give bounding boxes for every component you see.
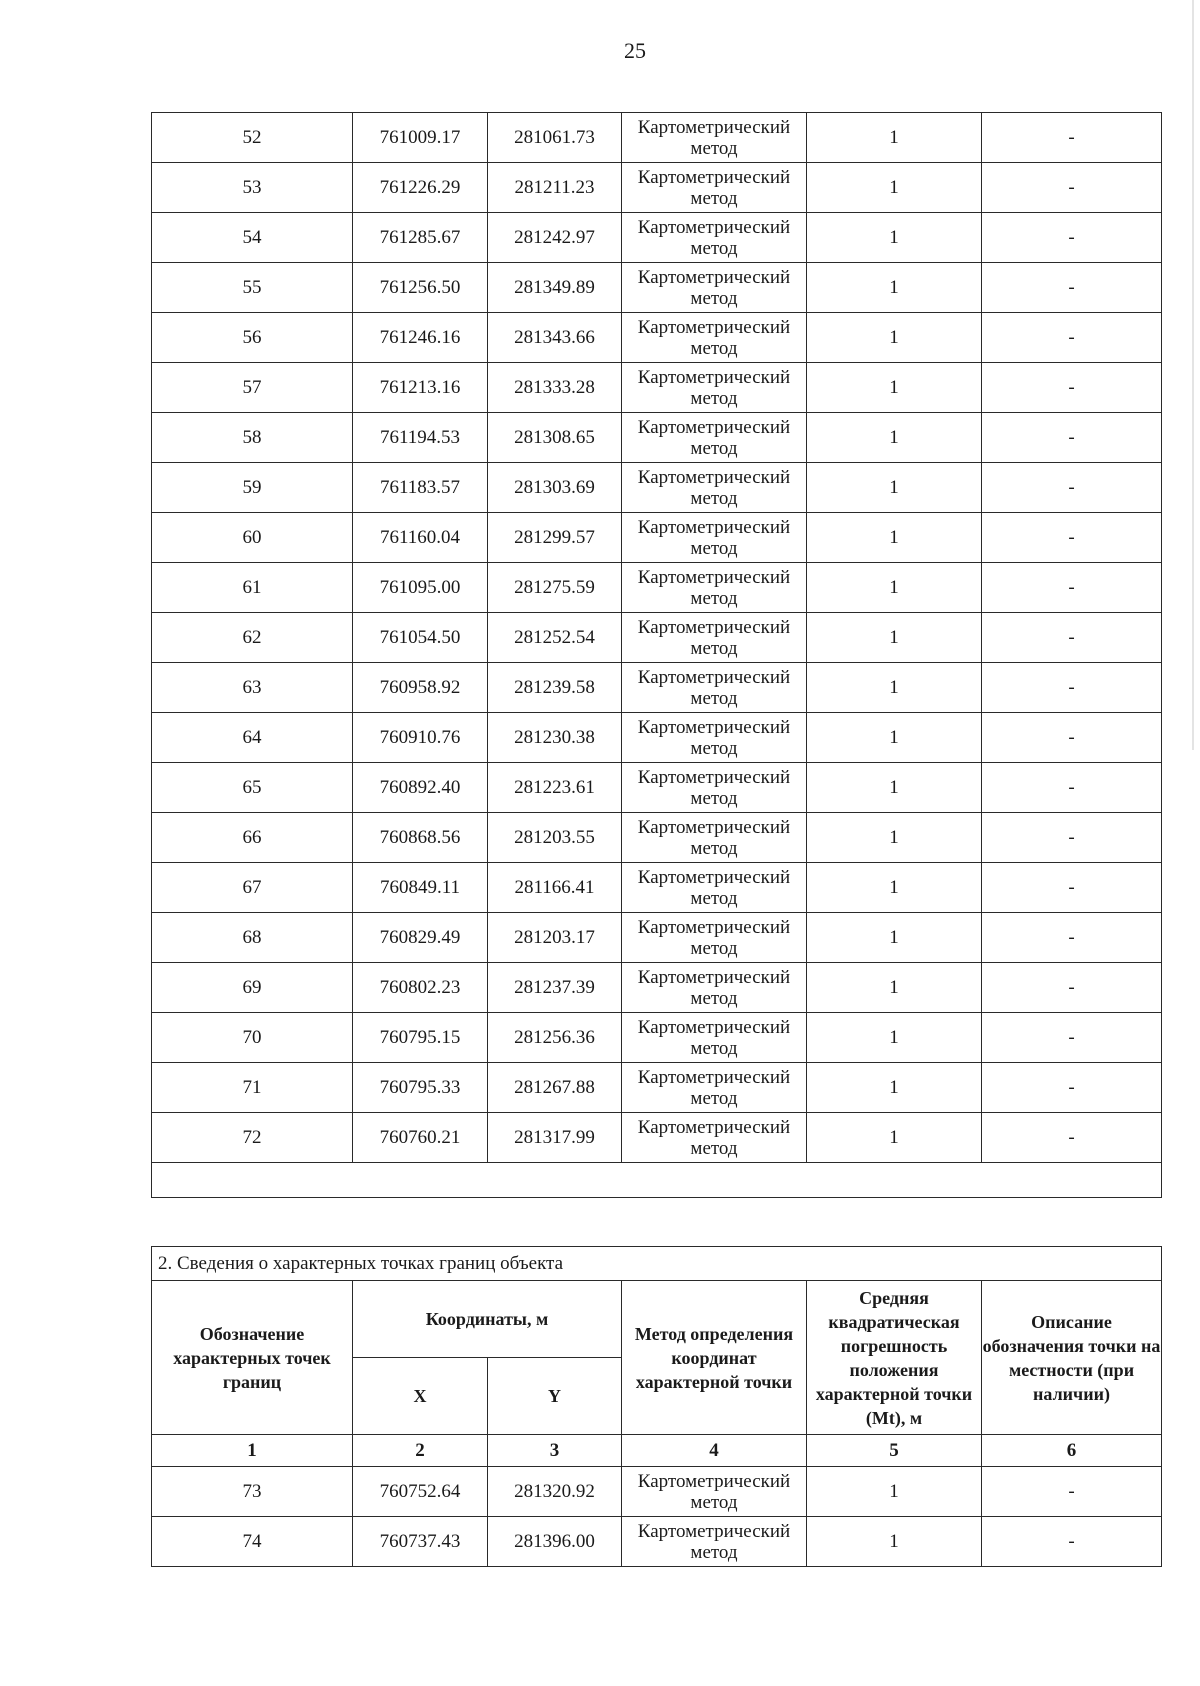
cell-y: 281343.66 (488, 313, 622, 363)
cell-mt: 1 (807, 863, 982, 913)
cell-x: 761009.17 (353, 113, 488, 163)
cell-mt: 1 (807, 463, 982, 513)
cell-method: Картометрический метод (622, 713, 807, 763)
cell-y: 281333.28 (488, 363, 622, 413)
table-row (152, 713, 1162, 763)
section-title-row (152, 1247, 1162, 1281)
cell-mt: 1 (807, 1517, 982, 1567)
cell-x: 760910.76 (353, 713, 488, 763)
cell-mt: 1 (807, 413, 982, 463)
cell-method: Картометрический метод (622, 113, 807, 163)
scan-edge-shadow (1192, 0, 1194, 750)
cell-desc: - (982, 863, 1162, 913)
table-row (152, 663, 1162, 713)
cell-mt: 1 (807, 563, 982, 613)
cell-desc: - (982, 463, 1162, 513)
cell-desc: - (982, 913, 1162, 963)
table-row (152, 263, 1162, 313)
column-number: 2 (353, 1435, 488, 1467)
cell-x: 761213.16 (353, 363, 488, 413)
cell-desc: - (982, 313, 1162, 363)
cell-y: 281349.89 (488, 263, 622, 313)
header-row-1 (152, 1281, 1162, 1358)
cell-method: Картометрический метод (622, 463, 807, 513)
cell-y: 281256.36 (488, 1013, 622, 1063)
cell-method: Картометрический метод (622, 1113, 807, 1163)
cell-desc: - (982, 813, 1162, 863)
cell-x: 760868.56 (353, 813, 488, 863)
table-row (152, 213, 1162, 263)
cell-mt: 1 (807, 763, 982, 813)
header-point: Обозначение характерных точек границ (152, 1281, 353, 1435)
cell-x: 760760.21 (353, 1113, 488, 1163)
cell-desc: - (982, 663, 1162, 713)
cell-y: 281267.88 (488, 1063, 622, 1113)
cell-method: Картометрический метод (622, 363, 807, 413)
cell-y: 281242.97 (488, 213, 622, 263)
table-row (152, 1467, 1162, 1517)
table-row (152, 963, 1162, 1013)
cell-y: 281237.39 (488, 963, 622, 1013)
boundary-points-table-continued (151, 112, 1162, 1198)
cell-x: 761054.50 (353, 613, 488, 663)
cell-desc: - (982, 1113, 1162, 1163)
cell-desc: - (982, 713, 1162, 763)
cell-point: 70 (152, 1013, 353, 1063)
cell-method: Картометрический метод (622, 1063, 807, 1113)
cell-mt: 1 (807, 513, 982, 563)
cell-y: 281308.65 (488, 413, 622, 463)
cell-x: 761160.04 (353, 513, 488, 563)
cell-x: 761194.53 (353, 413, 488, 463)
cell-x: 761226.29 (353, 163, 488, 213)
header-desc: Описание обозначения точки на местности (при наличии) (982, 1281, 1162, 1435)
column-number: 6 (982, 1435, 1162, 1467)
cell-point: 73 (152, 1467, 353, 1517)
cell-y: 281203.17 (488, 913, 622, 963)
table-row (152, 1063, 1162, 1113)
empty-footer-row (152, 1163, 1162, 1198)
table-row (152, 1517, 1162, 1567)
cell-x: 761256.50 (353, 263, 488, 313)
cell-point: 64 (152, 713, 353, 763)
table-row (152, 363, 1162, 413)
cell-desc: - (982, 613, 1162, 663)
cell-method: Картометрический метод (622, 963, 807, 1013)
cell-desc: - (982, 113, 1162, 163)
cell-point: 52 (152, 113, 353, 163)
cell-method: Картометрический метод (622, 413, 807, 463)
table-row (152, 113, 1162, 163)
cell-method: Картометрический метод (622, 763, 807, 813)
column-numbers-row (152, 1435, 1162, 1467)
cell-point: 55 (152, 263, 353, 313)
cell-point: 65 (152, 763, 353, 813)
header-mt: Средняя квадратическая погрешность положения характерной точки (Mt), м (807, 1281, 982, 1435)
cell-method: Картометрический метод (622, 1013, 807, 1063)
cell-point: 71 (152, 1063, 353, 1113)
table-row (152, 463, 1162, 513)
header-x: X (353, 1358, 488, 1435)
cell-mt: 1 (807, 1063, 982, 1113)
cell-point: 54 (152, 213, 353, 263)
cell-y: 281211.23 (488, 163, 622, 213)
cell-x: 760802.23 (353, 963, 488, 1013)
cell-mt: 1 (807, 163, 982, 213)
cell-mt: 1 (807, 713, 982, 763)
cell-desc: - (982, 563, 1162, 613)
cell-y: 281396.00 (488, 1517, 622, 1567)
cell-desc: - (982, 1013, 1162, 1063)
cell-mt: 1 (807, 313, 982, 363)
cell-mt: 1 (807, 963, 982, 1013)
cell-mt: 1 (807, 1013, 982, 1063)
cell-mt: 1 (807, 613, 982, 663)
cell-desc: - (982, 363, 1162, 413)
cell-point: 53 (152, 163, 353, 213)
cell-x: 760892.40 (353, 763, 488, 813)
cell-y: 281239.58 (488, 663, 622, 713)
cell-point: 59 (152, 463, 353, 513)
table-row (152, 913, 1162, 963)
cell-point: 58 (152, 413, 353, 463)
cell-desc: - (982, 213, 1162, 263)
cell-mt: 1 (807, 263, 982, 313)
cell-x: 760829.49 (353, 913, 488, 963)
cell-desc: - (982, 413, 1162, 463)
table-row (152, 1013, 1162, 1063)
cell-x: 760849.11 (353, 863, 488, 913)
cell-method: Картометрический метод (622, 163, 807, 213)
column-number: 1 (152, 1435, 353, 1467)
table-row (152, 313, 1162, 363)
table-row (152, 513, 1162, 563)
cell-y: 281203.55 (488, 813, 622, 863)
table-row (152, 763, 1162, 813)
cell-method: Картометрический метод (622, 313, 807, 363)
cell-method: Картометрический метод (622, 1467, 807, 1517)
cell-point: 56 (152, 313, 353, 363)
cell-desc: - (982, 963, 1162, 1013)
table-row (152, 563, 1162, 613)
table-row (152, 813, 1162, 863)
header-y: Y (488, 1358, 622, 1435)
cell-y: 281230.38 (488, 713, 622, 763)
table-row (152, 413, 1162, 463)
cell-point: 62 (152, 613, 353, 663)
page-number: 25 (624, 38, 646, 63)
cell-mt: 1 (807, 363, 982, 413)
cell-method: Картометрический метод (622, 863, 807, 913)
cell-point: 66 (152, 813, 353, 863)
boundary-points-table (151, 1246, 1162, 1567)
cell-desc: - (982, 263, 1162, 313)
cell-y: 281320.92 (488, 1467, 622, 1517)
table-row (152, 863, 1162, 913)
cell-point: 72 (152, 1113, 353, 1163)
cell-point: 68 (152, 913, 353, 963)
cell-mt: 1 (807, 1467, 982, 1517)
table-row (152, 1113, 1162, 1163)
cell-mt: 1 (807, 663, 982, 713)
cell-x: 760795.33 (353, 1063, 488, 1113)
cell-x: 761183.57 (353, 463, 488, 513)
cell-x: 761246.16 (353, 313, 488, 363)
cell-method: Картометрический метод (622, 813, 807, 863)
cell-method: Картометрический метод (622, 563, 807, 613)
cell-desc: - (982, 163, 1162, 213)
cell-point: 69 (152, 963, 353, 1013)
empty-cell (152, 1163, 1162, 1198)
cell-method: Картометрический метод (622, 913, 807, 963)
cell-y: 281166.41 (488, 863, 622, 913)
cell-method: Картометрический метод (622, 663, 807, 713)
cell-y: 281275.59 (488, 563, 622, 613)
cell-x: 760737.43 (353, 1517, 488, 1567)
cell-x: 761285.67 (353, 213, 488, 263)
cell-y: 281223.61 (488, 763, 622, 813)
column-number: 5 (807, 1435, 982, 1467)
cell-desc: - (982, 763, 1162, 813)
cell-desc: - (982, 1517, 1162, 1567)
table-row (152, 613, 1162, 663)
section-title: 2. Сведения о характерных точках границ объекта (152, 1247, 1162, 1281)
cell-x: 760752.64 (353, 1467, 488, 1517)
cell-desc: - (982, 1063, 1162, 1113)
table-row (152, 163, 1162, 213)
cell-method: Картометрический метод (622, 513, 807, 563)
cell-point: 61 (152, 563, 353, 613)
cell-method: Картометрический метод (622, 613, 807, 663)
header-method: Метод определения координат характерной точки (622, 1281, 807, 1435)
cell-point: 60 (152, 513, 353, 563)
cell-point: 67 (152, 863, 353, 913)
header-coords: Координаты, м (353, 1281, 622, 1358)
column-number: 4 (622, 1435, 807, 1467)
cell-y: 281252.54 (488, 613, 622, 663)
cell-point: 63 (152, 663, 353, 713)
cell-point: 74 (152, 1517, 353, 1567)
cell-desc: - (982, 513, 1162, 563)
cell-mt: 1 (807, 913, 982, 963)
cell-y: 281317.99 (488, 1113, 622, 1163)
cell-x: 760795.15 (353, 1013, 488, 1063)
cell-mt: 1 (807, 813, 982, 863)
column-number: 3 (488, 1435, 622, 1467)
cell-desc: - (982, 1467, 1162, 1517)
cell-method: Картометрический метод (622, 1517, 807, 1567)
cell-method: Картометрический метод (622, 213, 807, 263)
cell-y: 281303.69 (488, 463, 622, 513)
cell-x: 761095.00 (353, 563, 488, 613)
cell-x: 760958.92 (353, 663, 488, 713)
cell-mt: 1 (807, 213, 982, 263)
cell-mt: 1 (807, 1113, 982, 1163)
cell-method: Картометрический метод (622, 263, 807, 313)
cell-mt: 1 (807, 113, 982, 163)
cell-y: 281061.73 (488, 113, 622, 163)
cell-y: 281299.57 (488, 513, 622, 563)
cell-point: 57 (152, 363, 353, 413)
